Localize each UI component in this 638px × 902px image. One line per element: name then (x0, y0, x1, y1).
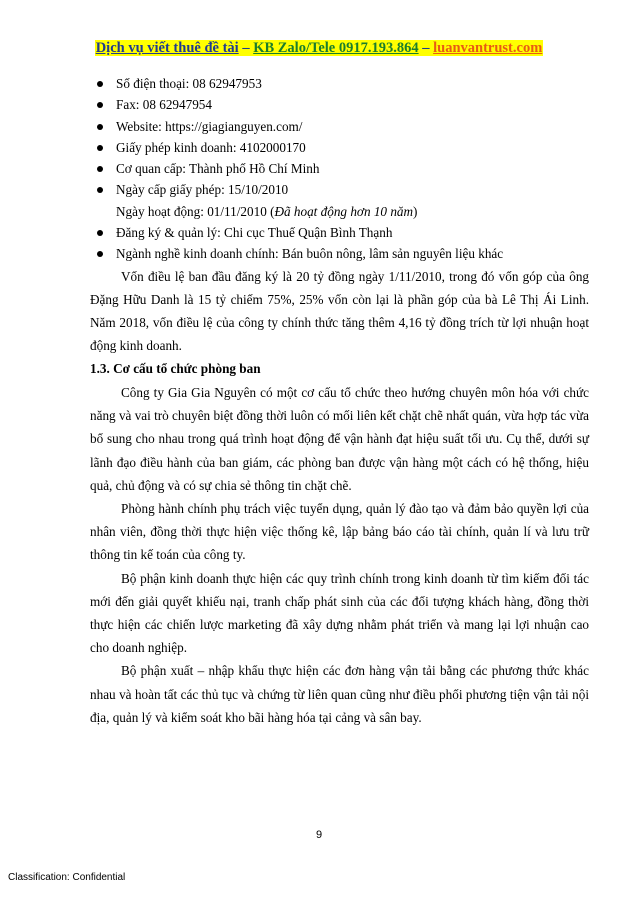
company-info-list (90, 73, 589, 265)
bullet-icon (97, 81, 103, 87)
service-link[interactable]: Dịch vụ viết thuê đề tài (95, 40, 239, 56)
bullet-icon (97, 166, 103, 172)
bullet-icon (97, 251, 103, 257)
bullet-icon (97, 145, 103, 151)
list-item (90, 158, 589, 179)
list-item (90, 116, 589, 137)
list-item (90, 179, 589, 200)
list-item-text: Giấy phép kinh doanh: 4102000170 (116, 139, 306, 155)
list-item-text: Website: https://giagianguyen.com/ (116, 118, 303, 134)
list-item-text: ) (413, 203, 418, 219)
paragraph-capital: Vốn điều lệ ban đầu đăng ký là 20 tỷ đồng ngày 1/11/2010, trong đó vốn góp của ông Đặng Hữu Danh là 15 tỷ chiếm 75%, 25% vốn còn lại là phần góp của bà Lê Thị Ái Linh. Năm 2018, vốn điều lệ của công ty chính thức tăng thêm 4,16 tỷ đồng trích từ lợi nhuận hoạt động kinh doanh. (90, 268, 590, 354)
page-number: 9 (315, 829, 323, 841)
list-item-text: Fax: 08 62947954 (116, 97, 212, 113)
list-item (90, 94, 589, 115)
bullet-icon (97, 124, 103, 130)
list-item-text: Đăng ký & quản lý: Chi cục Thuế Quận Bình Thạnh (116, 225, 393, 241)
paragraph-import-export-department: Bộ phận xuất – nhập khẩu thực hiện các đơn hàng vận tải bằng các phương thức khác nhau và hoàn tất các thủ tục và chứng từ liên quan cũng như điều phối phương tiện vận tải nội địa, quản lý và kiểm soát kho bãi hàng hóa tại cảng và sân bay. (90, 663, 590, 725)
bullet-icon (97, 102, 103, 108)
website-link[interactable]: luanvantrust.com (433, 40, 543, 56)
document-body (90, 73, 589, 729)
paragraph-admin-department: Phòng hành chính phụ trách việc tuyển dụng, quản lý đào tạo và đảm bảo quyền lợi của nhân viên, đồng thời thực hiện việc thống kê, lập bảng báo cáo tài chính, quản lí và lưu trữ thông tin kế toán của công ty. (90, 500, 590, 563)
list-item-continuation (90, 201, 589, 222)
list-item-text: Ngành nghề kinh doanh chính: Bán buôn nông, lâm sản nguyên liệu khác (116, 246, 504, 262)
list-item-text: Ngày cấp giấy phép: 15/10/2010 (116, 182, 289, 198)
header-separator: – (238, 40, 254, 56)
contact-link[interactable]: KB Zalo/Tele 0917.193.864 (253, 40, 419, 56)
bullet-icon (97, 187, 103, 193)
list-item (90, 73, 589, 94)
list-item (90, 243, 589, 264)
bullet-icon (97, 230, 103, 236)
section-heading: 1.3. Cơ cấu tổ chức phòng ban (90, 361, 261, 377)
list-item (90, 222, 589, 243)
list-item (90, 137, 589, 158)
paragraph-structure: Công ty Gia Gia Nguyên có một cơ cấu tổ chức theo hướng chuyên môn hóa với chức năng và vai trò chuyên biệt đồng thời luôn có mối liên kết chặt chẽ nhất quán, vừa hợp tác vừa bổ sung cho nhau trong quá trình hoạt động để vận hành đạt hiệu suất tối ưu. Cụ thể, dưới sự lãnh đạo điều hành của ban giám, các phòng ban được vận hàng một cách có hệ thống, hiệu quả, chủ động và có sự chia sẻ thông tin chặt chẽ. (90, 384, 590, 493)
page-header-banner (0, 38, 638, 58)
paragraph-sales-department: Bộ phận kinh doanh thực hiện các quy trình chính trong kinh doanh từ tìm kiếm đối tác mới đến giải quyết khiếu nại, tranh chấp phát sinh của các đối tượng khách hàng, đồng thời thực hiện các chiến lược marketing đã xây dựng nhằm phát triển và mang lại lợi nhuận cao cho doanh nghiệp. (90, 570, 590, 656)
header-separator: – (418, 40, 434, 56)
list-item-text: Cơ quan cấp: Thành phố Hồ Chí Minh (116, 161, 320, 177)
list-item-text: Số điện thoại: 08 62947953 (116, 76, 262, 91)
list-item-note: Đã hoạt động hơn 10 năm (274, 203, 414, 219)
classification-footer: Classification: Confidential (8, 872, 126, 883)
list-item-text: Ngày hoạt động: 01/11/2010 ( (116, 203, 275, 219)
